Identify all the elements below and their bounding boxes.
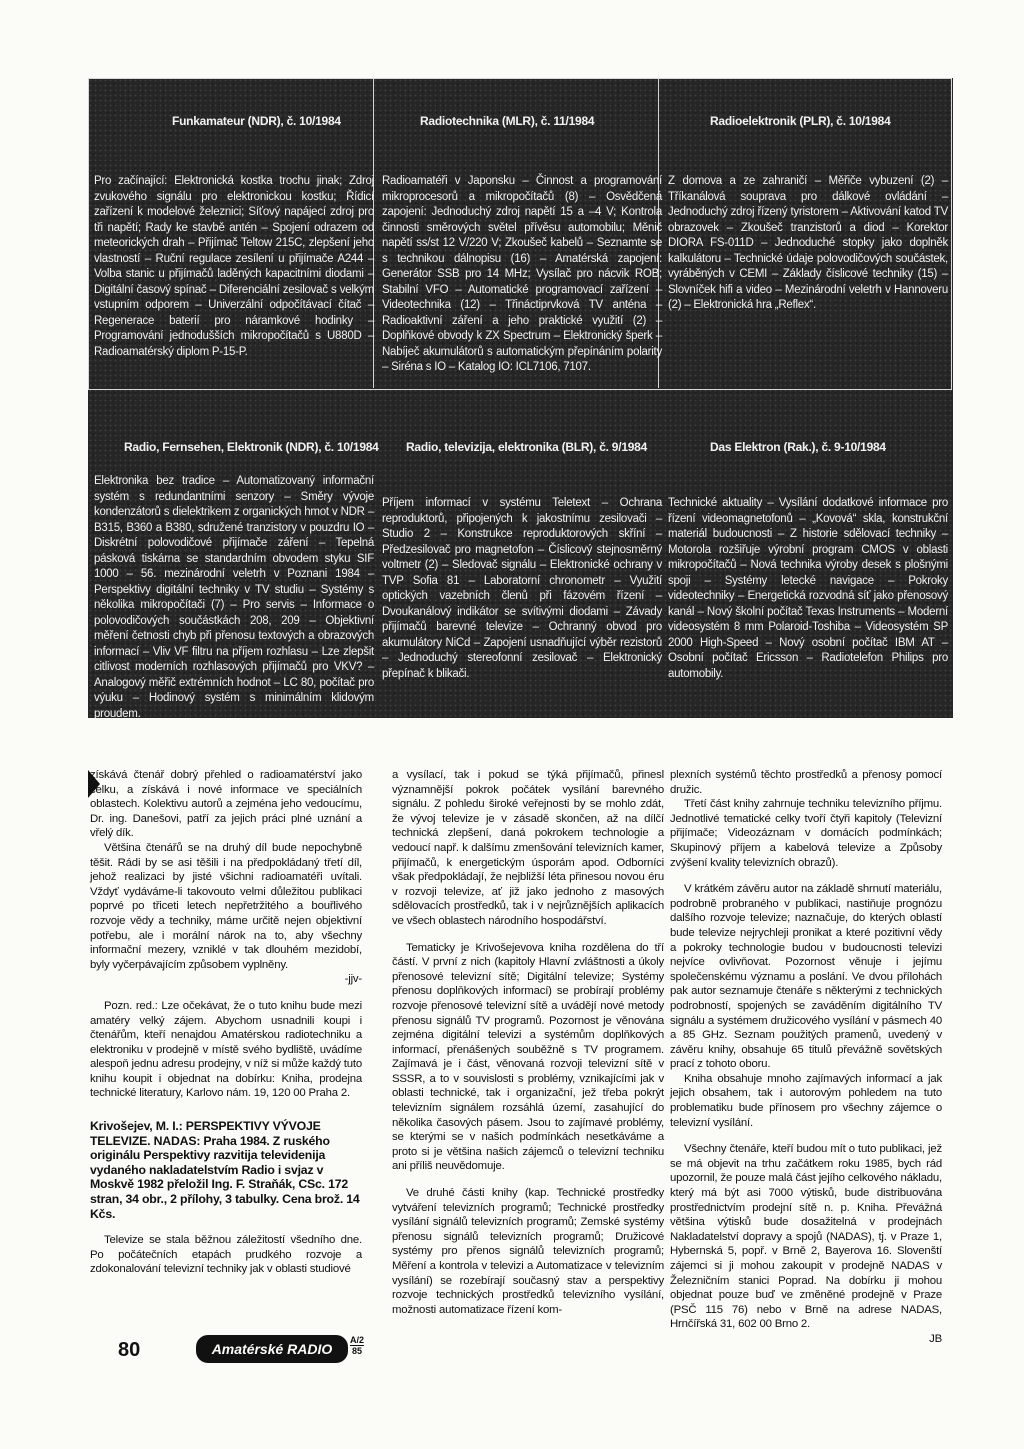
- magazine-title: Das Elektron (Rak.), č. 9-10/1984: [710, 440, 886, 454]
- article-columns: [80, 768, 950, 1345]
- magazine-title: Radiotechnika (MLR), č. 11/1984: [420, 114, 595, 128]
- issue-bottom: 85: [352, 1346, 363, 1356]
- magazine-contents: Radioamatéři v Japonsku – Činnost a programování mikroprocesorů a mikropočítačů (8) – Osvědčená zapojení: Jednoduchý zdroj napětí 15 a –4 V; Kontrola činnosti směrových světel přívěsu automobilu; Měnič napětí ss/st 12 V/220 V; Zkoušeč kabelů – Seznamte se s technikou dálnopisu (16) – Amatérská zapojení: Generátor SSB pro 14 MHz; Vysílač pro nácvik ROB; Stabilní VFO – Automatické programovací zařízení – Videotechnika (12) – Třináctiprvková TV anténa – Radioaktivní záření a jeho praktické využití (2) – Doplňkové obvody k ZX Spectrum – Elektronický šperk – Nabíječ akumulátorů s automatickým přepínáním polarity – Siréna s IO – Katalog IO: ICL7106, 7107.: [382, 175, 662, 373]
- magazine-reviews-panel: [88, 78, 953, 718]
- book-citation: Krivošejev, M. I.: PERSPEKTIVY VÝVOJE TELEVIZE. NADAS: Praha 1984. Z ruského originálu Perspektivy razvitija televidenija vydaného nakladatelstvím Radio i svjaz v Moskvě 1982 přeložil Ing. F. Straňák, CSc. 172 stran, 34 obr., 2 přílohy, 3 tabulky. Cena brož. 14 Kčs.: [90, 1119, 360, 1221]
- magazine-contents: Elektronika bez tradice – Automatizovaný informační systém s redundantními senzory – Směry vývoje kondenzátorů s dielektrikem z organických hmot v NDR – B315, B360 a B380, sdružené tranzistory v pouzdru IO – Diskrétní polovodičové přijímače záření – Tepelná pásková tiskárna se standardním obvodem styku SIF 1000 – 56. mezinárodní veletrh v Poznani 1984 – Perspektivy digitální techniky v TV studiu – Systémy s několika mikropočítači (7) – Pro servis – Informace o polovodičových součástkách 208, 209 – Objektivní měření četnosti chyb při přenosu textových a obrazových informací – Vliv VF filtru na příjem rozhlasu – Lze zlepšit citlivost moderních rozhlasových přijímačů pro VKV? – Analogový měřič extrémních hodnot – LC 80, počítač pro výuku – Hodinový systém s minimálním klidovým proudem.: [94, 475, 374, 720]
- column-right: [670, 768, 942, 1347]
- magazine-title: Radio, televizija, elektronika (BLR), č. 9/1984: [406, 440, 648, 454]
- magazine-contents: Technické aktuality – Vysílání dodatkové informace pro řízení videomagnetofonů – „Kovová“ skla, konstrukční materiál budoucnosti – Z historie sdělovací techniky – Motorola rozšiřuje výrobní program CMOS v oblasti mikropočítačů – Nová technika výroby desek s plošnými spoji – Systémy letecké navigace – Pokroky videotechniky – Energetická rozvodná síť jako přenosový kanál – Nový školní počítač Texas Instruments – Moderní videosystém 8 mm Polaroid-Toshiba – Videosystém SP 2000 High-Speed – Nový osobní počítač IBM AT – Osobní počítač Ericsson – Radiotelefon Philips pro automobily.: [668, 497, 948, 680]
- magazine-title: Funkamateur (NDR), č. 10/1984: [172, 114, 341, 128]
- paragraph: Kniha obsahuje mnoho zajímavých informací a jak jejich obsahem, tak i autorovým pohledem na tuto problematiku bude přínosem pro všechny zájemce o televizní vysílání.: [670, 1072, 942, 1129]
- magazine-contents: Z domova a ze zahraničí – Měřiče vybuzení (2) – Tříkanálová souprava pro dálkové ovládání – Jednoduchý zdroj řízený tyristorem – Aktivování katod TV obrazovek – Zkoušeč tranzistorů a diod – Korektor DIORA FS-011D – Jednoduché stopky jako doplněk kalkulátoru – Technické údaje polovodičových součástek, vyráběných v CEMI – Základy číslicové techniky (15) – Slovníček hifi a video – Mezinárodní veletrh v Hannoveru (2) – Elektronická hra „Reflex“.: [668, 175, 948, 311]
- magazine-logo: Amatérské RADIO: [196, 1335, 348, 1363]
- paragraph: plexních systémů těchto prostředků a přenosy pomocí družic.: [670, 769, 942, 796]
- magazine-title: Radio, Fernsehen, Elektronik (NDR), č. 10/1984: [124, 440, 379, 454]
- column-left: [90, 768, 362, 1277]
- paragraph: Třetí část knihy zahrnuje techniku televizního příjmu. Jednotlivé tematické celky tvoří čtyři kapitoly (Televizní přijímače; Videozáznam v domácích podmínkách; Skupinový příjem a kabelová televize a Způsoby zvýšení kvality televizních obrazů).: [670, 798, 942, 869]
- magazine-contents: Příjem informací v systému Teletext – Ochrana reproduktorů, připojených k jakostnímu zesilovači – Studio 2 – Konstrukce reproduktorových skříní – Předzesilovač pro magnetofon – Číslicový stejnosměrný voltmetr (2) – Sledovač signálu – Elektronické ochrany v TVP Sofia 81 – Laboratorní chronometr – Využití optických vazebních členů při fázovém řízení – Dvoukanálový indikátor se svítivými diodami – Závady přijímačů barevné televize – Ochranný obvod pro akumulátory NiCd – Zapojení usnadňující výběr rezistorů – Jednoduchý stereofonní zesilovač – Elektronický přepínač k blikači.: [382, 497, 662, 680]
- page-number: 80: [118, 1339, 141, 1361]
- issue-number: [350, 1335, 364, 1356]
- paragraph: Většina čtenářů se na druhý díl bude nepochybně těšit. Rádi by se asi těšili i na předpokládaný třetí díl, jehož realizaci by jisté všichni radioamatéři uvítali. Vždyť vydáváme-li takovouto velmi důležitou publikaci poprvé po třiceti letech nepřetržitého a bouřlivého rozvoje vědy a techniky, máme určitě nejen objektivní potřebu, ale i morální nárok na to, aby všechny informační mezery, vzniklé v tak dlouhém mezidobí, byly vyčerpávajícím způsobem vyplněny.: [90, 841, 362, 971]
- paragraph: získává čtenář dobrý přehled o radioamatérství jako celku, a získává i nové informace ve speciálních oblastech. Kolektivu autorů a zejména jeho vedoucímu, Dr. ing. Danešovi, patří za jejich práci plné uznání a vřelý dík.: [90, 769, 362, 840]
- paragraph: Všechny čtenáře, kteří budou mít o tuto publikaci, jež se má objevit na trhu začátkem roku 1985, bych rád upozornil, že pouze malá část jejího celkového nákladu, který má být asi 7000 výtisků, bude distribuována prostřednictvím prodejní sítě n. p. Kniha. Převážná většina výtisků bude dosažitelná v prodejnách Nakladatelství dopravy a spojů (NADAS), tj. v Praze 1, Hybernská 5, popř. v Brně 2, Bayerova 16. Slovenští zájemci si ji mohou zakoupit v prodejně NADAS v Železničním stanici Poprad. Na dobírku ji mohou objednat pouze buď ve změněné prodejně v Praze (PSČ 115 76) nebo v Brně na adrese NADAS, Hrnčířská 31, 602 00 Brno 2.: [670, 1143, 942, 1331]
- paragraph: Tematicky je Krivošejevova kniha rozdělena do tří částí. V první z nich (kapitoly Hlavní zvláštnosti a úkoly přenosové televizní sítě; Digitální televize; Systémy přenosu doplňkových informací) se probírají problémy rozvoje přenosové televizní sítě a uvádějí nové metody přenosu signálů TV programů. Pozornost je věnována zejména digitální televizi a systémům doplňkových informací, přenášených souběžně s TV programem. Zajímavá je i část, věnovaná rozvoji televizní sítě v SSSR, a to v souvislosti s problémy, vznikajícími jak v oblasti technické, tak i organizační, jež třeba pokrýt televizním signálem rozsáhlá území, zasahující do několika časových pásem. Jsou to zajímavé problémy, se kterými se v našich podmínkách nesetkáváme a proto si je většina našich zájemců o televizní techniku ani příliš neuvědomuje.: [392, 941, 664, 1173]
- paragraph: Televize se stala běžnou záležitostí všedního dne. Po počátečních etapách prudkého rozvoje a zdokonalování televizní techniky jak v oblasti studiové: [90, 1234, 362, 1276]
- signature: JB: [929, 1332, 942, 1345]
- signature: -jjv-: [344, 973, 362, 986]
- magazine-title: Radioelektronik (PLR), č. 10/1984: [710, 114, 891, 128]
- issue-top: A/2: [350, 1335, 365, 1345]
- column-middle: [392, 768, 664, 1317]
- paragraph: Ve druhé části knihy (kap. Technické prostředky vytváření televizních programů; Technické prostředky vysílání signálů televizních programů; Zemské systémy přenosu signálů televizních programů; Družicové systémy pro přenos signálů televizních programů; Měření a kontrola v televizi a Automatizace v televizním vysílání) se rozebírají současný stav a perspektivy rozvoje technických prostředků televizního vysílání, možnosti automatizace řízení kom-: [392, 1187, 664, 1316]
- paragraph: a vysílací, tak i pokud se týká přijímačů, přinesl významnější pokrok počátek vysílání barevného signálu. Z pohledu široké veřejnosti by se mohlo zdát, že vývoj televize je v zásadě skončen, až na dílčí technická zlepšení, daná pokrokem technologie a vedoucí např. k dalšímu zmenšování televizních kamer, přijímačů, k energetickým úsporám apod. Odborníci však předpokládají, že nejbližší léta přinesou novou éru v rozvoji televize, ať již jako jednoho z masových sdělovacích prostředků, tak i v nejrůznějších aplikacích ve všech oblastech národního hospodářství.: [392, 769, 664, 927]
- paragraph: V krátkém závěru autor na základě shrnutí materiálu, podrobně probraného v publikaci, nastiňuje prognózu dalšího rozvoje televize; naznačuje, do kterých oblastí bude televize nejrychleji pronikat a které pozitivní vědy a pokroky technologie budou v budoucnosti televizi nejvíce ovlivňovat. Pozornost věnuje i jejímu společenskému významu a poslání. Ve dvou přílohách pak autor seznamuje čtenáře s některými z technických podrobností, spojených se zaváděním digitálního TV signálu a systémem družicového vysílání v pásmech 40 a 85 GHz. Seznam použitých pramenů, uvedený v závěru knihy, obsahuje 65 titulů převážně sovětských prací z tohoto oboru.: [670, 883, 942, 1071]
- editor-note: Pozn. red.: Lze očekávat, že o tuto knihu bude mezi amatéry velký zájem. Abychom usnadnili koupi i čtenářům, kteří nenajdou Amatérskou radiotechniku a elektroniku v prodejně v místě svého bydliště, uvádíme alespoň jednu adresu prodejny, v níž si může každý tuto knihu koupit i objednat na dobírku: Kniha, prodejna technické literatury, Karlovo nám. 19, 120 00 Praha 2.: [90, 999, 362, 1100]
- page-footer: [118, 1331, 958, 1371]
- magazine-contents: Pro začínající: Elektronická kostka trochu jinak; Zdroj zvukového signálu pro elektronickou kostku; Řídicí zařízení k modelové železnici; Síťový napájecí zdroj pro tři napětí; Rady ke stavbě antén – Spojení odrazem od meteorických drah – Přijímač Teltow 215C, zlepšení jeho vlastností – Ruční regulace zesílení u přijímače A244 – Volba stanic u přijímačů laděných kapacitními diodami – Digitální časový spínač – Diferenciální zesilovač s velkým vstupním odporem – Univerzální odpočítávací čítač – Regenerace baterií pro náramkové hodinky – Programování jednodušších mikropočítačů s U880D – Radioamatérský diplom P-15-P.: [94, 175, 374, 358]
